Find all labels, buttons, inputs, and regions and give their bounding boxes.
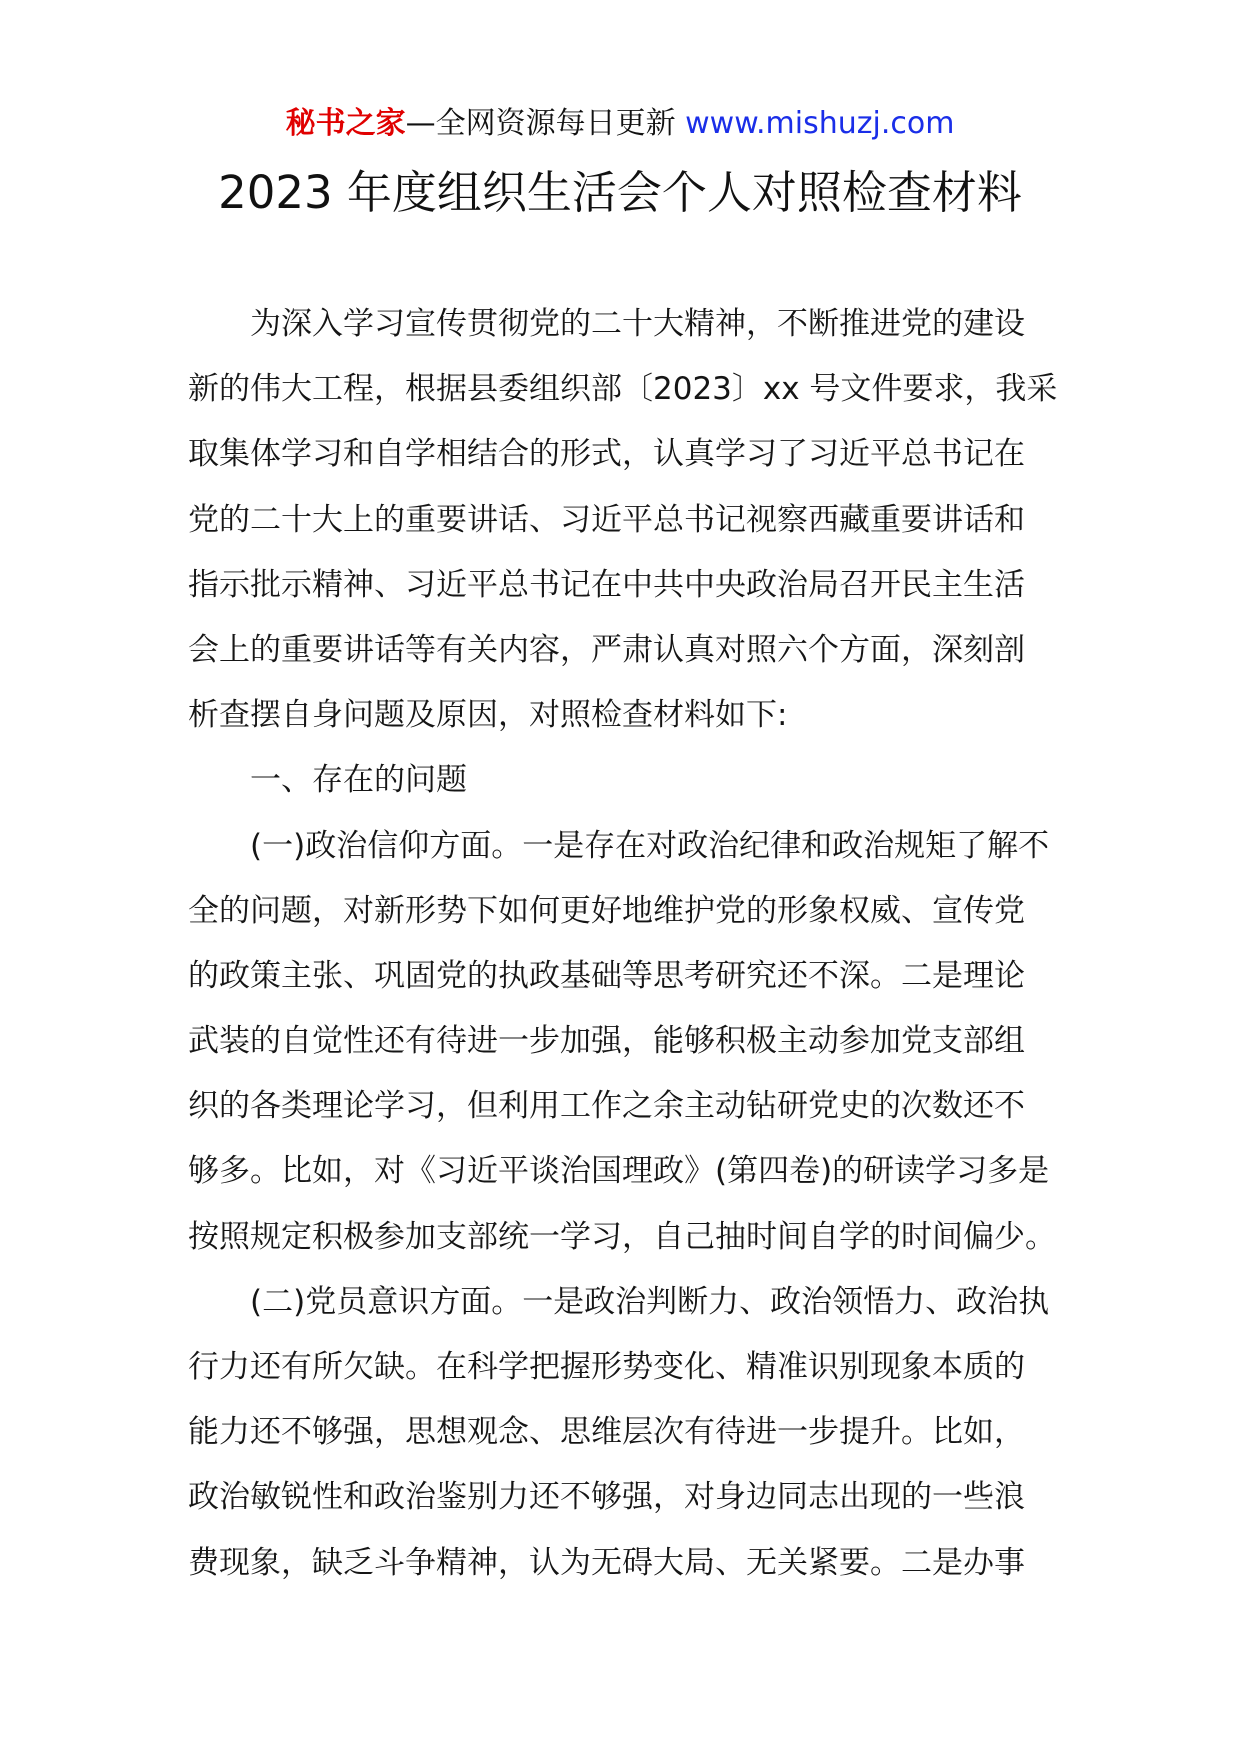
paragraph-line: 党的二十大上的重要讲话、习近平总书记视察西藏重要讲话和 xyxy=(188,501,1025,538)
brand-name: 秘书之家 xyxy=(285,106,406,141)
paragraph-line: 取集体学习和自学相结合的形式，认真学习了习近平总书记在 xyxy=(188,436,1025,473)
paragraph-line: 的政策主张、巩固党的执政基础等思考研究还不深。二是理论 xyxy=(188,957,1025,994)
paragraph-line: 武装的自觉性还有待进一步加强，能够积极主动参加党支部组 xyxy=(188,1023,1025,1060)
paragraph-line: 析查摆自身问题及原因，对照检查材料如下: xyxy=(188,697,788,734)
paragraph-line: 能力还不够强，思想观念、思维层次有待进一步提升。比如， xyxy=(188,1414,1025,1451)
header-tagline: —全网资源每日更新 xyxy=(405,106,686,141)
paragraph-line: (一)政治信仰方面。一是存在对政治纪律和政治规矩了解不 xyxy=(250,827,1050,864)
document-body xyxy=(188,292,1058,1596)
paragraph-line: 会上的重要讲话等有关内容，严肃认真对照六个方面，深刻剖 xyxy=(188,631,1025,668)
paragraph-line: 费现象，缺乏斗争精神，认为无碍大局、无关紧要。二是办事 xyxy=(188,1544,1025,1581)
paragraph-line: 够多。比如，对《习近平谈治国理政》(第四卷)的研读学习多是 xyxy=(188,1153,1050,1190)
paragraph-line: 全的问题，对新形势下如何更好地维护党的形象权威、宣传党 xyxy=(188,892,1025,929)
section-heading: 一、存在的问题 xyxy=(250,762,467,799)
site-url-link[interactable]: www.mishuzj.com xyxy=(685,106,955,141)
document-title: 2023 年度组织生活会个人对照检查材料 xyxy=(218,166,1022,219)
paragraph-line: 行力还有所欠缺。在科学把握形势变化、精准识别现象本质的 xyxy=(188,1349,1025,1385)
paragraph-line: (二)党员意识方面。一是政治判断力、政治领悟力、政治执 xyxy=(250,1283,1050,1320)
paragraph-line: 政治敏锐性和政治鉴别力还不够强，对身边同志出现的一些浪 xyxy=(188,1479,1025,1516)
paragraph-line: 为深入学习宣传贯彻党的二十大精神，不断推进党的建设 xyxy=(250,306,1025,342)
paragraph-line: 按照规定积极参加支部统一学习，自己抽时间自学的时间偏少。 xyxy=(188,1218,1056,1255)
paragraph-line: 织的各类理论学习，但利用工作之余主动钻研党史的次数还不 xyxy=(188,1088,1025,1125)
paragraph-line: 指示批示精神、习近平总书记在中共中央政治局召开民主生活 xyxy=(188,566,1025,603)
paragraph-line: 新的伟大工程，根据县委组织部〔2023〕xx 号文件要求，我采 xyxy=(188,371,1058,408)
site-header xyxy=(0,102,1240,146)
